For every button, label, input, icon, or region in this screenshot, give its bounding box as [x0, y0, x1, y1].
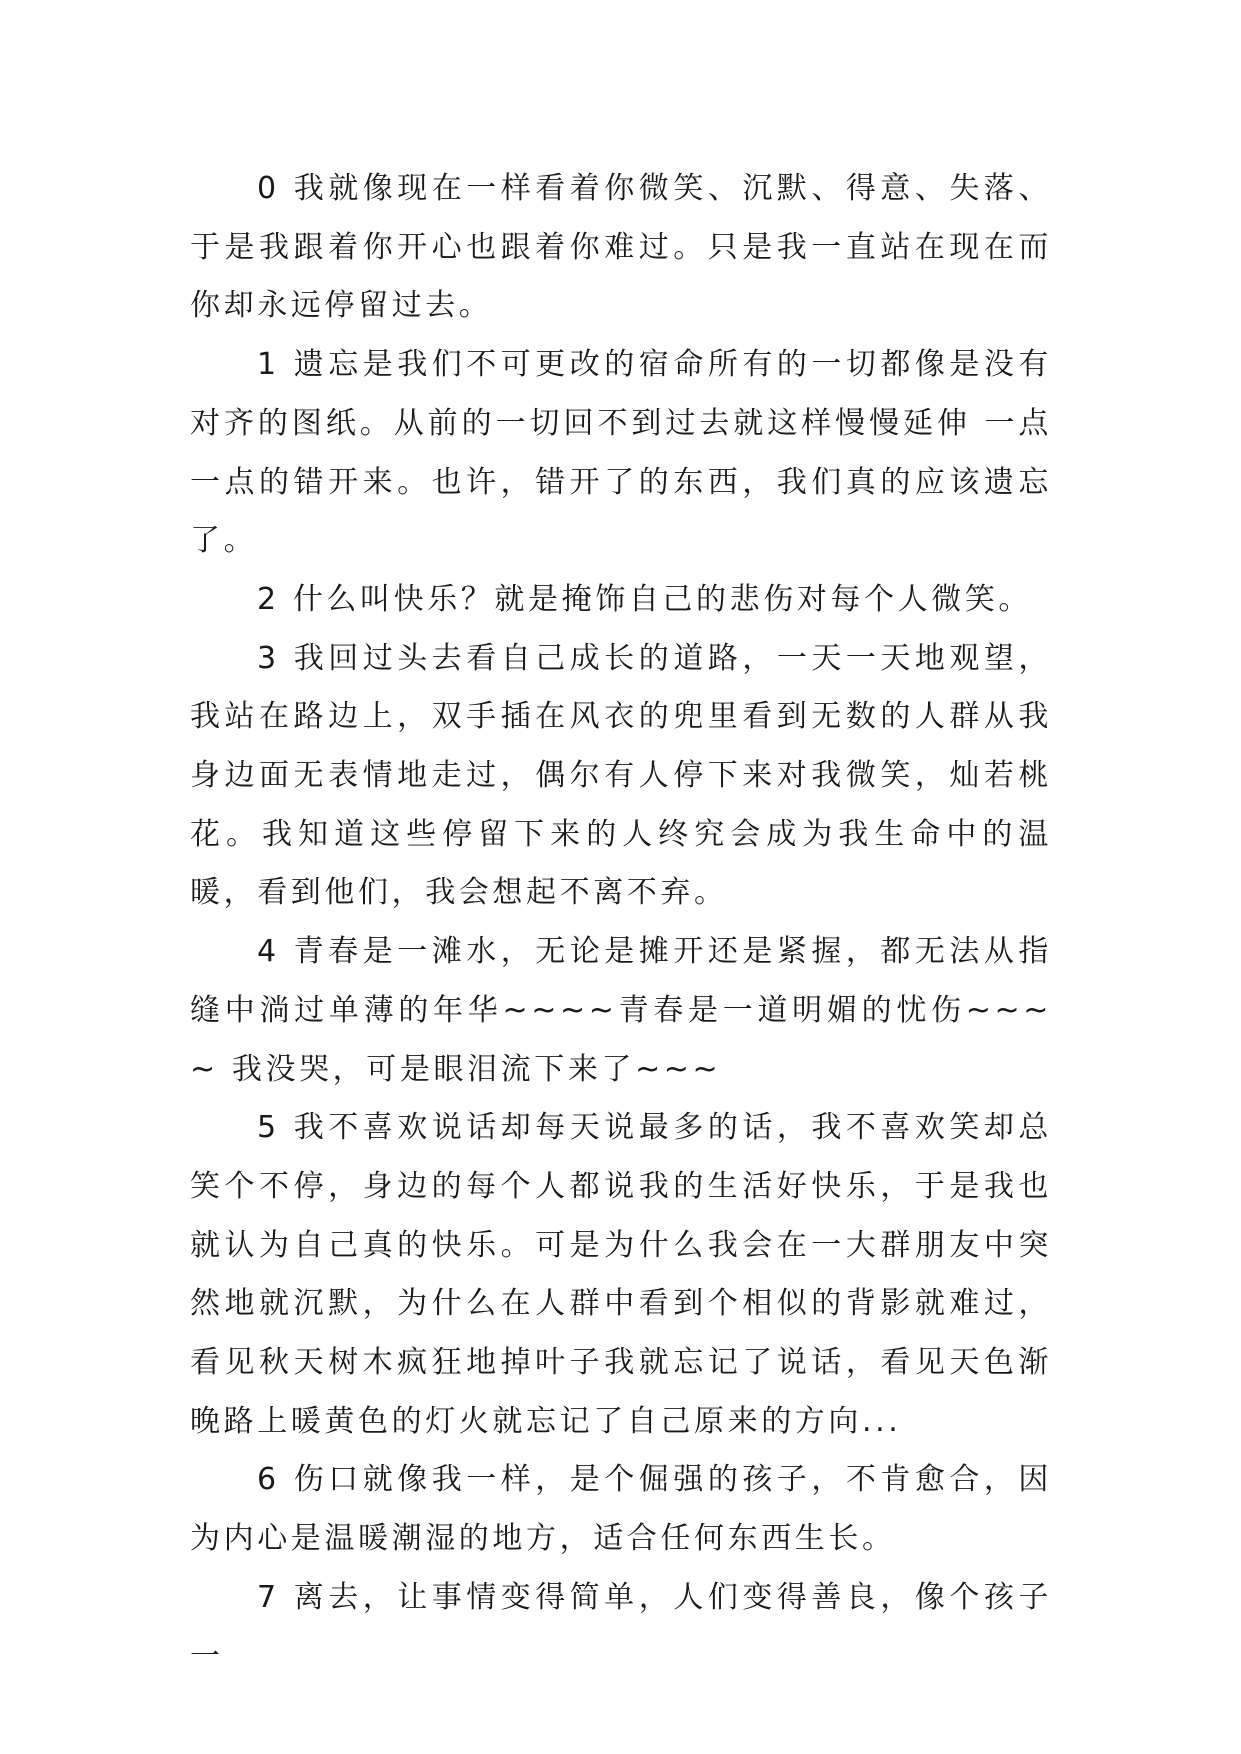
paragraph-4: 4 青春是一滩水，无论是摊开还是紧握，都无法从指缝中淌过单薄的年华~~~~青春是一道明媚的忧伤~~~~ 我没哭，可是眼泪流下来了~~~ — [190, 934, 1052, 1087]
paragraph-0: 0 我就像现在一样看着你微笑、沉默、得意、失落、于是我跟着你开心也跟着你难过。只是我一直站在现在而你却永远停留过去。 — [190, 171, 1052, 324]
paragraph-3: 3 我回过头去看自己成长的道路，一天一天地观望，我站在路边上，双手插在风衣的兜里看到无数的人群从我身边面无表情地走过，偶尔有人停下来对我微笑，灿若桃花。我知道这些停留下来的人终究会成为我生命中的温暖，看到他们，我会想起不离不弃。 — [190, 640, 1052, 911]
paragraph-6: 6 伤口就像我一样，是个倔强的孩子，不肯愈合，因为内心是温暖潮湿的地方，适合任何东西生长。 — [190, 1462, 1052, 1557]
body-text — [190, 160, 1052, 1686]
paragraph-2: 2 什么叫快乐？就是掩饰自己的悲伤对每个人微笑。 — [257, 581, 1033, 617]
paragraph-7: 7 离去，让事情变得简单，人们变得善良，像个孩子一 — [190, 1579, 1052, 1674]
paragraph-5: 5 我不喜欢说话却每天说最多的话，我不喜欢笑却总笑个不停，身边的每个人都说我的生活好快乐，于是我也就认为自己真的快乐。可是为什么我会在一大群朋友中突然地就沉默，为什么在人群中看到个相似的背影就难过，看见秋天树木疯狂地掉叶子我就忘记了说话，看见天色渐晚路上暖黄色的灯火就忘记了自己原来的方向... — [190, 1110, 1052, 1439]
paragraph-1: 1 遗忘是我们不可更改的宿命所有的一切都像是没有对齐的图纸。从前的一切回不到过去就这样慢慢延伸 一点一点的错开来。也许，错开了的东西，我们真的应该遗忘了。 — [190, 347, 1052, 559]
